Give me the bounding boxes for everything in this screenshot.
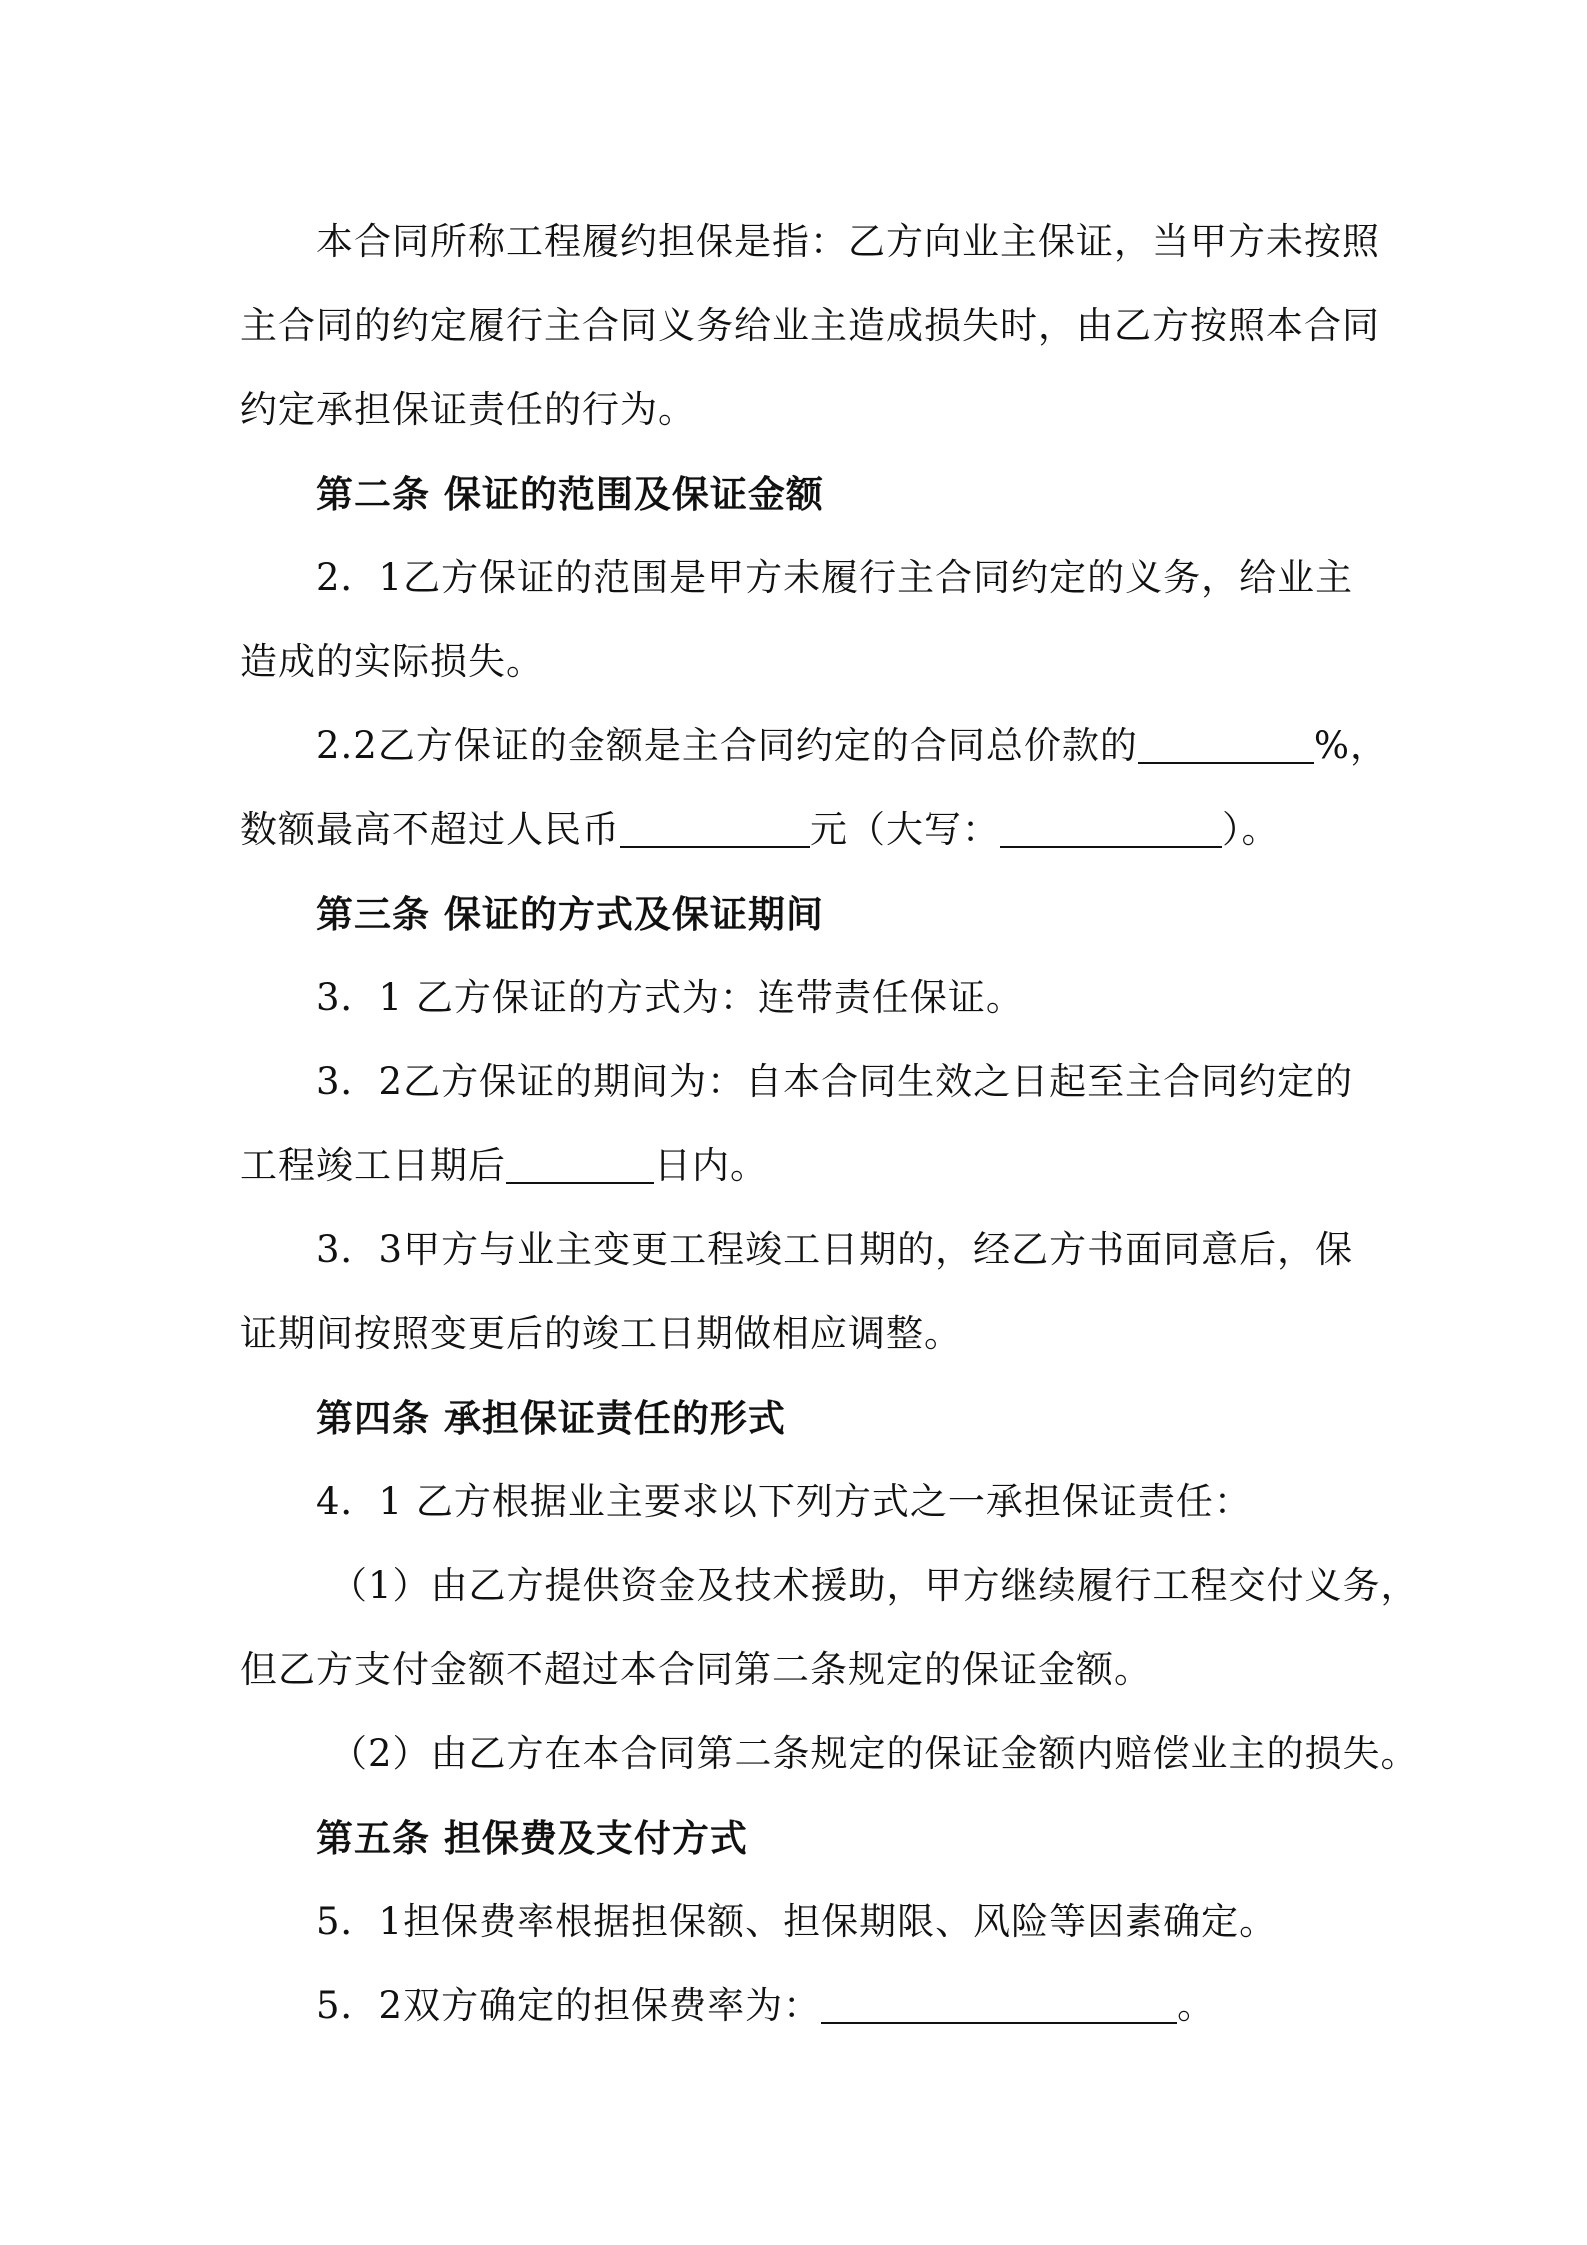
clause-2-1-line-1: 2．1乙方保证的范围是甲方未履行主合同约定的义务，给业主 (316, 556, 1354, 599)
percentage-blank[interactable] (1138, 722, 1314, 764)
clause-5-2 (316, 1982, 1436, 2030)
paragraph-definition-line-3: 约定承担保证责任的行为。 (240, 388, 696, 431)
clause-2-2-text-b: %， (1313, 724, 1389, 767)
clause-2-2-text-c: 数额最高不超过人民币 (240, 808, 620, 851)
clause-3-3-line-1: 3．3甲方与业主变更工程竣工日期的，经乙方书面同意后，保 (316, 1228, 1354, 1271)
clause-3-2-text-b: 日内。 (654, 1144, 768, 1187)
clause-5-2-text-b: 。 (1177, 1984, 1216, 2027)
heading-article-5: 第五条 担保费及支付方式 (316, 1816, 748, 1860)
paragraph-definition-line-1: 本合同所称工程履约担保是指：乙方向业主保证，当甲方未按照 (316, 220, 1380, 263)
item-1-line-2: 但乙方支付金额不超过本合同第二条规定的保证金额。 (240, 1648, 1152, 1691)
clause-3-2-line-2 (240, 1142, 1360, 1190)
clause-3-3-line-2: 证期间按照变更后的竣工日期做相应调整。 (240, 1312, 962, 1355)
fee-rate-blank[interactable] (821, 1982, 1177, 2024)
clause-3-2-line-1: 3．2乙方保证的期间为：自本合同生效之日起至主合同约定的 (316, 1060, 1354, 1103)
item-1-line-1: （1）由乙方提供资金及技术援助，甲方继续履行工程交付义务， (330, 1564, 1419, 1607)
clause-2-2-text-a: 2.2乙方保证的金额是主合同约定的合同总价款的 (316, 724, 1138, 767)
heading-article-3: 第三条 保证的方式及保证期间 (316, 892, 824, 936)
clause-3-2-text-a: 工程竣工日期后 (240, 1144, 506, 1187)
amount-rmb-blank[interactable] (620, 806, 810, 848)
clause-5-1: 5．1担保费率根据担保额、担保期限、风险等因素确定。 (316, 1900, 1278, 1943)
clause-2-1-line-2: 造成的实际损失。 (240, 640, 544, 683)
heading-article-2: 第二条 保证的范围及保证金额 (316, 472, 824, 516)
item-2: （2）由乙方在本合同第二条规定的保证金额内赔偿业主的损失。 (330, 1732, 1419, 1775)
clause-2-2-text-e: ）。 (1222, 808, 1280, 851)
clause-3-1: 3．1 乙方保证的方式为：连带责任保证。 (316, 976, 1024, 1019)
days-blank[interactable] (506, 1142, 654, 1184)
clause-5-2-text-a: 5．2双方确定的担保费率为： (316, 1984, 822, 2027)
clause-4-1: 4．1 乙方根据业主要求以下列方式之一承担保证责任： (316, 1480, 1252, 1523)
clause-2-2-line-1 (316, 722, 1436, 770)
clause-2-2-text-d: 元（大写： (810, 808, 1000, 851)
heading-article-4: 第四条 承担保证责任的形式 (316, 1396, 786, 1440)
amount-uppercase-blank[interactable] (1000, 806, 1222, 848)
paragraph-definition-line-2: 主合同的约定履行主合同义务给业主造成损失时，由乙方按照本合同 (240, 304, 1380, 347)
clause-2-2-line-2 (240, 806, 1360, 854)
